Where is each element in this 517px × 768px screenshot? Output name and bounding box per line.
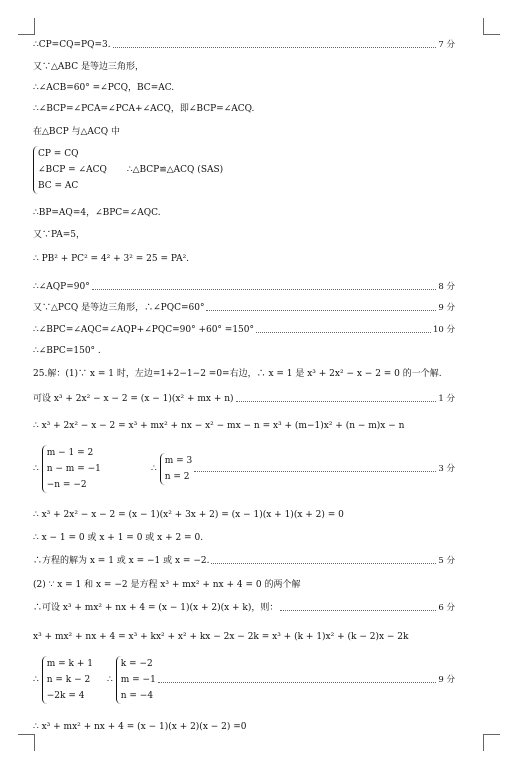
solution-line xyxy=(33,553,455,569)
system-row: ∠BCP = ∠ACQ xyxy=(38,165,107,175)
brace xyxy=(42,445,101,493)
solution-line xyxy=(33,101,455,117)
system-row: k = −2 xyxy=(120,659,153,669)
solution-line xyxy=(33,719,455,735)
solution-line xyxy=(33,279,455,295)
system-row: m − 1 = 2 xyxy=(46,448,94,458)
solution-line xyxy=(33,600,455,616)
dot-leader xyxy=(158,682,437,683)
dot-leader xyxy=(92,289,437,290)
therefore-symbol: ∴ xyxy=(151,464,157,474)
brace xyxy=(42,656,93,704)
equation-system xyxy=(107,656,455,704)
solution-line xyxy=(33,507,455,523)
solution-line xyxy=(33,205,455,221)
solution-line xyxy=(33,322,455,338)
solution-line xyxy=(33,366,455,382)
solution-line xyxy=(33,59,455,75)
dot-leader xyxy=(256,332,431,333)
line-text: 在△BCP 与△ACQ 中 xyxy=(33,127,121,137)
corner-mark-top-left xyxy=(18,18,35,35)
line-text: 又∵△PCQ 是等边三角形，∴∠PQC=60° xyxy=(33,303,205,313)
line-text: (2) ∵ x = 1 和 x = −2 是方程 x³ + mx² + nx + 4 = 0 的两个解 xyxy=(33,580,301,590)
equation-system xyxy=(151,453,455,485)
line-text: 又∵△ABC 是等边三角形， xyxy=(33,62,144,72)
line-text: ∴方程的解为 x = 1 或 x = −1 或 x = −2. xyxy=(33,556,210,566)
line-text: ∴ x³ + 2x² − x − 2 = (x − 1)(x² + 3x + 2) = (x − 1)(x + 1)(x + 2) = 0 xyxy=(33,510,344,520)
line-text: ∴可设 x³ + mx² + nx + 4 = (x − 1)(x + 2)(x + k)，则： xyxy=(33,603,279,613)
line-text: x³ + mx² + nx + 4 = x³ + kx² + x² + kx − 2x − 2k = x³ + (k + 1)x² + (k − 2)x − 2k xyxy=(33,632,409,642)
solution-line xyxy=(33,251,455,267)
corner-mark-top-right xyxy=(483,18,500,35)
system-row: BC = AC xyxy=(38,181,79,191)
line-text: 25.解：(1)∵ x = 1 时，左边=1+2−1−2 =0=右边，∴ x = 1 是 x³ + 2x² − x − 2 = 0 的一个解. xyxy=(33,369,442,379)
score-mark: 7 分 xyxy=(438,40,455,50)
score-mark: 6 分 xyxy=(438,603,455,613)
solution-line xyxy=(33,343,455,359)
score-mark: 9 分 xyxy=(438,675,455,685)
dot-leader xyxy=(206,310,436,311)
therefore-symbol: ∴ xyxy=(33,675,39,685)
solution-line xyxy=(33,300,455,316)
score-mark: 10 分 xyxy=(432,325,455,335)
score-mark: 1 分 xyxy=(438,394,455,404)
solution-line xyxy=(33,418,455,434)
system-row: n − m = −1 xyxy=(46,464,101,474)
dot-leader xyxy=(280,610,436,611)
line-text: ∴∠AQP=90° xyxy=(33,282,90,292)
system-row: m = 3 xyxy=(164,456,193,466)
therefore-symbol: ∴ xyxy=(33,464,39,474)
system-row: −2k = 4 xyxy=(46,691,85,701)
equation-system xyxy=(33,146,223,194)
line-text: 可设 x³ + 2x² − x − 2 = (x − 1)(x² + mx + n) xyxy=(33,394,234,404)
system-row: −n = −2 xyxy=(46,480,87,490)
system-row: m = k + 1 xyxy=(46,659,93,669)
line-text: ∴ x³ + mx² + nx + 4 = (x − 1)(x + 2)(x − 2) =0 xyxy=(33,722,247,732)
dot-leader xyxy=(113,47,437,48)
line-text: ∴BP=AQ=4，∠BPC=∠AQC. xyxy=(33,208,161,218)
line-text: 又∵PA=5， xyxy=(33,230,85,240)
brace xyxy=(33,146,107,194)
solution-line xyxy=(33,37,455,53)
line-text: ∴∠ACB=60° =∠PCQ，BC=AC. xyxy=(33,83,175,93)
system-row: CP = CQ xyxy=(38,149,79,159)
line-text: ∴∠BPC=150° . xyxy=(33,346,101,356)
line-text: ∴ PB² + PC² = 4² + 3² = 25 = PA². xyxy=(33,254,190,264)
score-mark: 8 分 xyxy=(438,282,455,292)
brace xyxy=(160,453,193,485)
system-row: n = −4 xyxy=(120,691,154,701)
congruence-conclusion: ∴△BCP≌△ACQ (SAS) xyxy=(126,165,224,175)
dot-leader xyxy=(236,401,437,402)
line-text: ∴∠BCP=∠PCA=∠PCA+∠ACQ，即∠BCP=∠ACQ. xyxy=(33,104,255,114)
solution-line xyxy=(33,629,455,645)
line-text: ∴ x³ + 2x² − x − 2 = x³ + mx² + nx − x² − mx − n = x³ + (m−1)x² + (n − m)x − n xyxy=(33,421,405,431)
system-row: m = −1 xyxy=(120,675,156,685)
solution-line xyxy=(33,577,455,593)
line-text: ∴ x − 1 = 0 或 x + 1 = 0 或 x + 2 = 0. xyxy=(33,533,204,543)
dot-leader xyxy=(194,471,436,472)
score-mark: 5 分 xyxy=(438,556,455,566)
line-text: ∴CP=CQ=PQ=3. xyxy=(33,40,111,50)
solution-line xyxy=(33,227,455,243)
corner-mark-bottom-left xyxy=(18,734,35,751)
solution-line xyxy=(33,530,455,546)
corner-mark-bottom-right xyxy=(483,734,500,751)
solution-line xyxy=(33,80,455,96)
equation-system xyxy=(33,445,101,493)
solution-line xyxy=(33,391,455,407)
line-text: ∴∠BPC=∠AQC=∠AQP+∠PQC=90° +60° =150° xyxy=(33,325,255,335)
system-row: n = 2 xyxy=(164,472,190,482)
system-row: n = k − 2 xyxy=(46,675,91,685)
therefore-symbol: ∴ xyxy=(107,675,113,685)
score-mark: 9 分 xyxy=(438,303,455,313)
dot-leader xyxy=(211,563,436,564)
equation-system xyxy=(33,656,93,704)
brace xyxy=(116,656,156,704)
solution-line xyxy=(33,124,455,140)
score-mark: 3 分 xyxy=(438,464,455,474)
